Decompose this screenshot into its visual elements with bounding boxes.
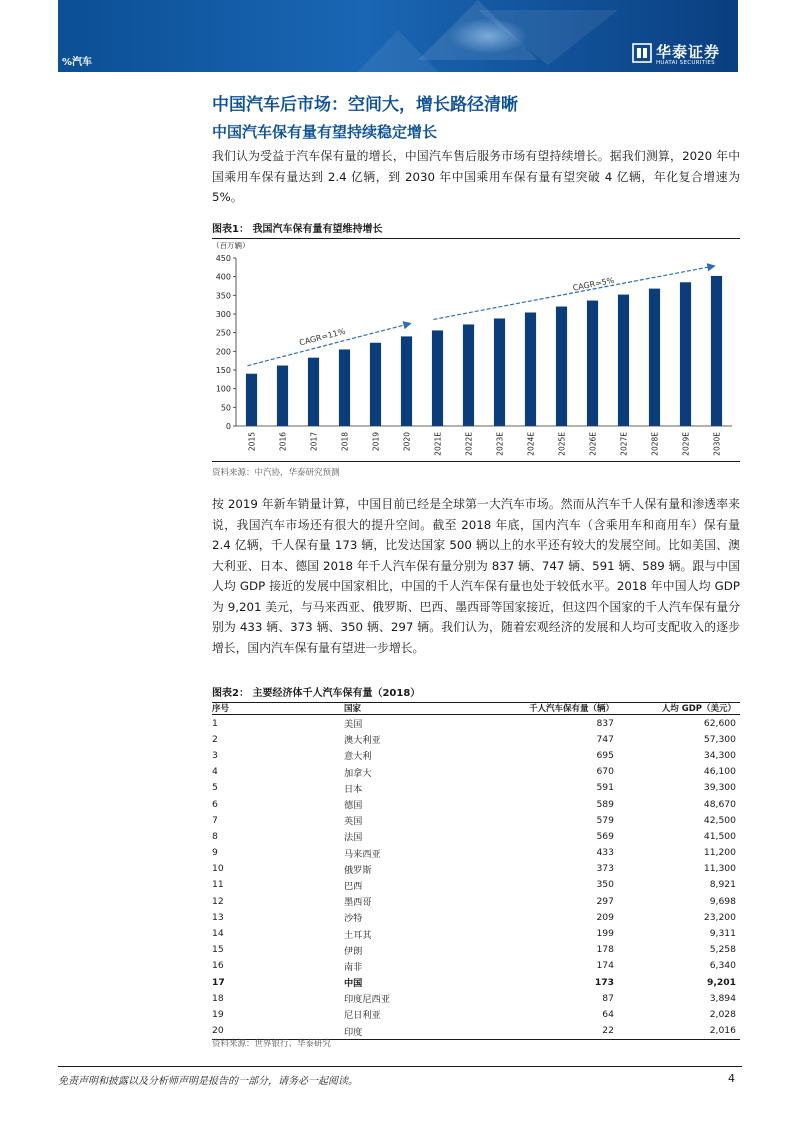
cell-gdp-per-capita: 6,340 xyxy=(709,960,736,972)
cell-gdp-per-capita: 9,698 xyxy=(709,895,736,907)
cell-gdp-per-capita: 34,300 xyxy=(703,749,736,761)
x-tick-label: 2024E xyxy=(526,432,536,456)
cell-rank: 8 xyxy=(212,830,218,842)
table-row xyxy=(212,990,740,1006)
bar xyxy=(587,301,598,426)
bar xyxy=(246,374,257,426)
x-tick-label: 2020 xyxy=(402,432,412,452)
table-row xyxy=(212,747,740,763)
cell-rank: 16 xyxy=(212,960,224,972)
page-number: 4 xyxy=(728,1072,735,1085)
cell-country: 墨西哥 xyxy=(344,897,372,909)
footer-divider xyxy=(58,1066,742,1067)
cell-country: 尼日利亚 xyxy=(344,1010,381,1022)
bar xyxy=(432,330,443,426)
bar xyxy=(525,313,536,426)
x-tick-label: 2028E xyxy=(650,432,660,456)
cell-rank: 10 xyxy=(212,863,224,875)
x-tick-label: 2016 xyxy=(278,432,288,452)
cell-cars-per-thousand: 173 xyxy=(594,976,614,988)
cell-cars-per-thousand: 747 xyxy=(596,733,614,745)
cell-country: 土耳其 xyxy=(344,929,372,941)
cell-cars-per-thousand: 591 xyxy=(596,782,614,794)
x-tick-label: 2030E xyxy=(712,432,722,456)
cell-rank: 4 xyxy=(212,766,218,778)
banner-decor xyxy=(448,18,528,54)
y-tick-label: 100 xyxy=(215,384,231,394)
cell-gdp-per-capita: 41,500 xyxy=(703,830,736,842)
y-tick-label: 350 xyxy=(215,291,231,301)
x-tick-label: 2022E xyxy=(464,432,474,456)
paragraph-intro: 我们认为受益于汽车保有量的增长，中国汽车售后服务市场有望持续增长。据我们测算，2020 年中国乘用车保有量达到 2.4 亿辆，到 2030 年中国乘用车保有量有望突破 4 亿辆，年化复合增速为 5%。 xyxy=(212,149,740,204)
cell-gdp-per-capita: 42,500 xyxy=(703,814,736,826)
cagr-label-2: CAGR=5% xyxy=(572,275,616,293)
cell-cars-per-thousand: 589 xyxy=(596,798,614,810)
figure2-title: 图表2： 主要经济体千人汽车保有量（2018） xyxy=(212,684,740,703)
cell-gdp-per-capita: 8,921 xyxy=(709,879,736,891)
table-row xyxy=(212,796,740,812)
cell-country: 沙特 xyxy=(344,913,363,925)
table-row xyxy=(212,925,740,941)
vehicle-ownership-bar-chart xyxy=(212,236,740,460)
x-tick-label: 2021E xyxy=(433,432,443,456)
cell-country: 伊朗 xyxy=(344,945,363,957)
cell-country: 加拿大 xyxy=(344,767,372,779)
table-row xyxy=(212,780,740,796)
cell-rank: 17 xyxy=(212,976,225,988)
cell-cars-per-thousand: 373 xyxy=(596,863,614,875)
subsection-title: 中国汽车保有量有望持续稳定增长 xyxy=(212,123,438,141)
cell-rank: 1 xyxy=(212,717,218,729)
cell-country: 意大利 xyxy=(344,751,372,763)
cell-rank: 19 xyxy=(212,1008,224,1020)
x-tick-label: 2025E xyxy=(557,432,567,456)
cell-country: 印度尼西亚 xyxy=(344,994,390,1006)
y-tick-label: 450 xyxy=(215,254,231,263)
table-row xyxy=(212,861,740,877)
figure1-divider xyxy=(212,461,740,462)
cell-rank: 9 xyxy=(212,847,218,859)
table-row xyxy=(212,974,740,990)
col-header-country: 国家 xyxy=(344,701,474,715)
col-header-cars-per-thousand: 千人汽车保有量（辆） xyxy=(474,701,614,715)
cell-rank: 11 xyxy=(212,879,224,891)
cell-cars-per-thousand: 579 xyxy=(596,814,614,826)
x-tick-label: 2015 xyxy=(247,432,257,452)
cell-country: 中国 xyxy=(344,978,363,990)
figure1-source: 资料来源：中汽协，华泰研究预测 xyxy=(212,468,340,478)
industry-label: %汽车 xyxy=(62,57,93,68)
paragraph-analysis: 按 2019 年新车销量计算，中国目前已经是全球第一大汽车市场。然而从汽车千人保有量和渗透率来说，我国汽车市场还有很大的提升空间。截至 2018 年底，国内汽车（含乘用车和商用车）保有量 2.4 亿辆，千人保有量 173 辆，比发达国家 500 辆以上的水平还有较大的发展空间。比如美国、澳大利亚、日本、德国 2018 年千人汽车保有量分别为 837 辆、747 辆、591 辆、589 辆。跟与中国人均 GDP 接近的发展中国家相比，中国的千人汽车保有量也处于较低水平。2018 年中国人均 GDP 为 9,201 美元，与马来西亚、俄罗斯、巴西、墨西哥等国家接近，但这四个国家的千人汽车保有量分别为 433 辆、373 辆、350 辆、297 辆。我们认为，随着宏观经济的发展和人均可支配收入的逐步增长，国内汽车保有量有望进一步增长。 xyxy=(212,497,740,655)
y-tick-label: 300 xyxy=(215,310,231,319)
cell-gdp-per-capita: 48,670 xyxy=(703,798,736,810)
cell-gdp-per-capita: 23,200 xyxy=(703,911,736,923)
cell-country: 法国 xyxy=(344,832,363,844)
table-row xyxy=(212,909,740,925)
cell-cars-per-thousand: 209 xyxy=(596,911,614,923)
table-row xyxy=(212,828,740,844)
huatai-logo-icon xyxy=(632,43,652,63)
x-tick-label: 2027E xyxy=(619,432,629,456)
x-tick-label: 2023E xyxy=(495,432,505,456)
table-row xyxy=(212,812,740,828)
cell-country: 俄罗斯 xyxy=(344,864,372,876)
cell-gdp-per-capita: 11,200 xyxy=(703,847,736,859)
bar xyxy=(649,289,660,426)
table-row xyxy=(212,877,740,893)
cell-rank: 13 xyxy=(212,911,224,923)
cagr-label-1: CAGR=11% xyxy=(298,326,347,348)
x-tick-label: 2026E xyxy=(588,432,598,456)
cell-cars-per-thousand: 87 xyxy=(602,992,614,1004)
bar xyxy=(711,276,722,426)
cell-gdp-per-capita: 3,894 xyxy=(709,992,736,1004)
bar xyxy=(556,307,567,426)
bar xyxy=(463,324,474,426)
x-tick-label: 2018 xyxy=(340,432,350,452)
figure1-title: 图表1： 我国汽车保有量有望维持增长 xyxy=(212,220,740,239)
cell-cars-per-thousand: 297 xyxy=(596,895,614,907)
cell-rank: 2 xyxy=(212,733,218,745)
brand-logo xyxy=(632,41,732,69)
cell-rank: 12 xyxy=(212,895,224,907)
cell-cars-per-thousand: 670 xyxy=(596,766,614,778)
ownership-table xyxy=(212,701,740,1040)
cagr-arrow-1 xyxy=(248,323,411,365)
cell-country: 美国 xyxy=(344,719,363,731)
table-row xyxy=(212,764,740,780)
cell-cars-per-thousand: 22 xyxy=(474,1023,614,1040)
cell-rank: 18 xyxy=(212,992,224,1004)
table-row xyxy=(212,942,740,958)
cell-country: 德国 xyxy=(344,800,363,812)
y-tick-label: 150 xyxy=(215,366,231,375)
cell-gdp-per-capita: 62,600 xyxy=(703,717,736,729)
cell-rank: 6 xyxy=(212,798,218,810)
cell-country: 澳大利亚 xyxy=(344,735,381,747)
cell-gdp-per-capita: 5,258 xyxy=(709,944,736,956)
cell-cars-per-thousand: 569 xyxy=(596,830,614,842)
table-row xyxy=(212,731,740,747)
cell-cars-per-thousand: 350 xyxy=(596,879,614,891)
cell-rank: 20 xyxy=(212,1023,344,1040)
cell-rank: 15 xyxy=(212,944,224,956)
cell-cars-per-thousand: 433 xyxy=(596,847,614,859)
x-tick-label: 2017 xyxy=(309,432,319,452)
cell-cars-per-thousand: 178 xyxy=(596,944,614,956)
cell-cars-per-thousand: 199 xyxy=(596,928,614,940)
cell-gdp-per-capita: 57,300 xyxy=(703,733,736,745)
brand-name-cn: 华泰证券 xyxy=(656,43,721,61)
cell-country: 南非 xyxy=(344,961,363,973)
banner-decor xyxy=(358,30,438,72)
cell-gdp-per-capita: 46,100 xyxy=(703,766,736,778)
col-header-rank: 序号 xyxy=(212,701,344,715)
bar xyxy=(370,343,381,426)
footer-disclaimer: 免责声明和披露以及分析师声明是报告的一部分，请务必一起阅读。 xyxy=(58,1076,358,1087)
cell-country: 巴西 xyxy=(344,880,363,892)
cell-cars-per-thousand: 64 xyxy=(602,1008,614,1020)
cell-country: 英国 xyxy=(344,816,363,828)
cell-gdp-per-capita: 2,016 xyxy=(614,1023,740,1040)
cell-rank: 14 xyxy=(212,928,224,940)
cell-rank: 5 xyxy=(212,782,218,794)
bar xyxy=(618,295,629,426)
section-title: 中国汽车后市场：空间大，增长路径清晰 xyxy=(212,95,518,115)
cell-gdp-per-capita: 39,300 xyxy=(703,782,736,794)
x-tick-label: 2019 xyxy=(371,432,381,452)
bar xyxy=(494,318,505,426)
bar xyxy=(401,336,412,426)
cell-country: 马来西亚 xyxy=(344,848,381,860)
y-tick-label: 50 xyxy=(220,403,231,413)
y-tick-label: 0 xyxy=(225,422,231,431)
cagr-arrow-2 xyxy=(434,266,715,320)
cell-country: 印度 xyxy=(344,1023,474,1040)
figure2-source: 资料来源：世界银行、华泰研究 xyxy=(212,1039,332,1049)
cell-cars-per-thousand: 837 xyxy=(596,717,614,729)
table-header-row xyxy=(212,701,740,715)
y-tick-label: 400 xyxy=(215,272,231,282)
x-tick-label: 2029E xyxy=(681,432,691,456)
cell-rank: 3 xyxy=(212,749,218,761)
y-tick-label: 250 xyxy=(215,328,231,338)
cell-cars-per-thousand: 695 xyxy=(596,749,614,761)
cell-country: 日本 xyxy=(344,783,363,795)
table-row xyxy=(212,845,740,861)
cell-rank: 7 xyxy=(212,814,218,826)
table-row xyxy=(212,1006,740,1022)
cell-cars-per-thousand: 174 xyxy=(596,960,614,972)
y-tick-label: 200 xyxy=(215,347,231,357)
table-row xyxy=(212,958,740,974)
bar xyxy=(277,366,288,426)
bar xyxy=(308,358,319,426)
brand-name-en: HUATAI SECURITIES xyxy=(656,60,715,66)
bar xyxy=(339,349,350,426)
y-axis-unit-label: （百万辆） xyxy=(212,241,250,250)
table-row xyxy=(212,715,740,732)
cell-gdp-per-capita: 9,311 xyxy=(709,928,736,940)
cell-gdp-per-capita: 9,201 xyxy=(706,976,736,988)
table-row xyxy=(212,893,740,909)
cell-gdp-per-capita: 2,028 xyxy=(709,1008,736,1020)
cell-gdp-per-capita: 11,300 xyxy=(703,863,736,875)
bar xyxy=(680,282,691,426)
col-header-gdp-per-capita: 人均 GDP（美元） xyxy=(614,701,740,715)
